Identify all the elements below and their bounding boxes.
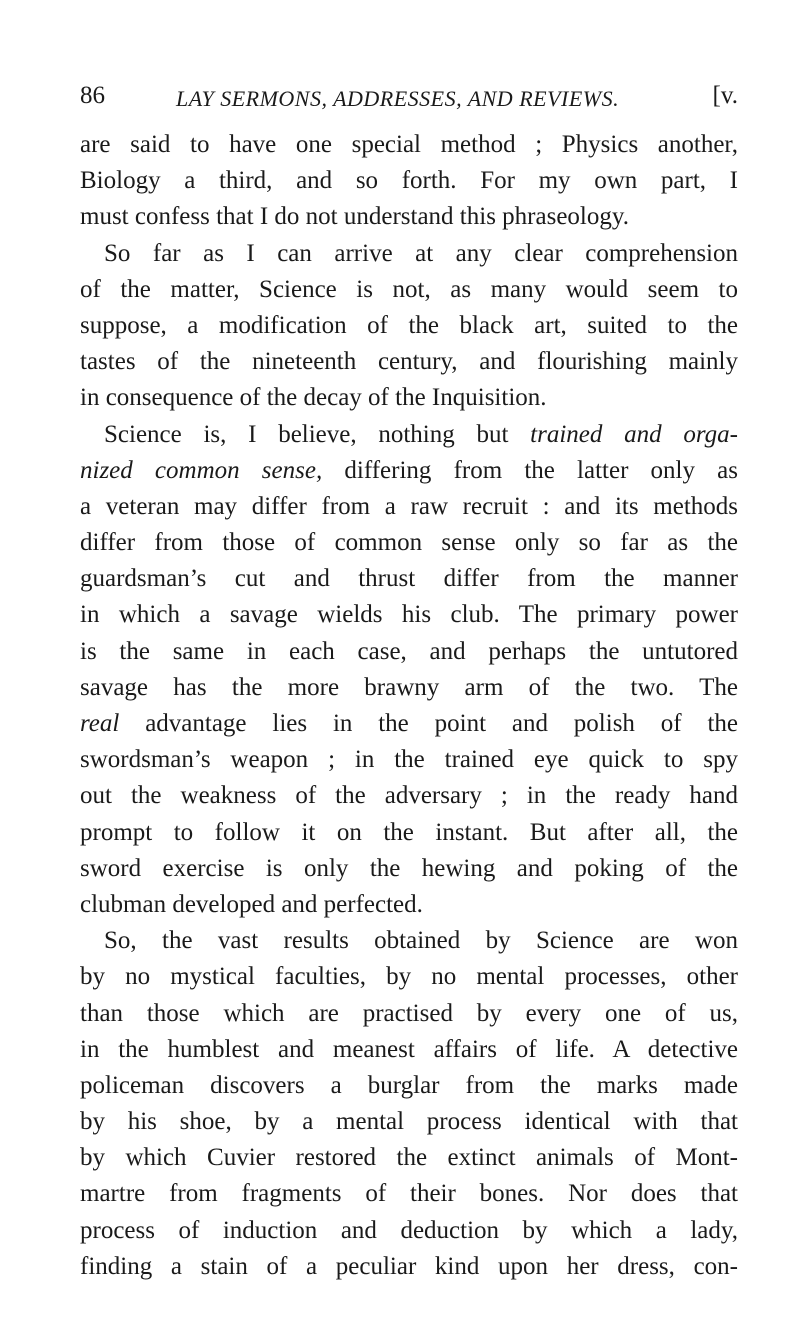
text-line (80, 344, 738, 380)
text-line (80, 1249, 738, 1285)
text-line (80, 1213, 738, 1249)
text-line (80, 308, 738, 344)
chapter-mark: [v. (712, 82, 738, 109)
text-line (80, 959, 738, 995)
text-line (80, 887, 738, 923)
text-segment: in which a savage wields his club. The primary power (80, 601, 738, 629)
text-line (80, 417, 738, 453)
text-segment: differing from the latter only as (322, 456, 738, 484)
text-segment: by his shoe, by a mental process identical with that (80, 1108, 738, 1136)
emphasis-text: real (80, 710, 120, 737)
running-header (80, 82, 738, 116)
text-segment: finding a stain of a peculiar kind upon her dress, con- (80, 1252, 738, 1280)
text-line (80, 163, 738, 199)
text-line (80, 706, 738, 742)
text-segment: than those which are practised by every one of us, (80, 999, 738, 1027)
text-segment: savage has the more brawny arm of the two. The (80, 673, 738, 701)
text-line (80, 1140, 738, 1176)
text-segment: sword exercise is only the hewing and poking of the (80, 854, 738, 882)
emphasis-text: trained and orga- (530, 420, 738, 448)
text-line (80, 199, 738, 235)
text-line (80, 742, 738, 778)
running-title: LAY SERMONS, ADDRESSES, AND REVIEWS. (176, 86, 620, 111)
page-number: 86 (80, 82, 105, 109)
text-line (80, 851, 738, 887)
text-segment: by no mystical faculties, by no mental processes, other (80, 963, 738, 991)
text-segment: prompt to follow it on the instant. But after all, the (80, 818, 738, 846)
text-segment: tastes of the nineteenth century, and flourishing mainly (80, 348, 738, 376)
text-line (80, 1032, 738, 1068)
text-line (80, 453, 738, 489)
text-segment: So far as I can arrive at any clear comprehension (104, 239, 738, 267)
text-line (80, 561, 738, 597)
text-segment: are said to have one special method ; Physics another, (80, 131, 738, 158)
text-segment: in the humblest and meanest affairs of life. A detective (80, 1035, 738, 1063)
text-line (80, 597, 738, 633)
text-segment: a veteran may differ from a raw recruit : and its methods (80, 492, 738, 520)
text-segment: swordsman’s weapon ; in the trained eye quick to spy (80, 746, 738, 774)
text-line (80, 127, 738, 163)
text-segment: of the matter, Science is not, as many would seem to (80, 275, 738, 303)
text-segment: is the same in each case, and perhaps the untutored (80, 637, 738, 665)
text-segment: policeman discovers a burglar from the marks made (80, 1071, 738, 1099)
text-line (80, 236, 738, 272)
text-line (80, 815, 738, 851)
text-line (80, 272, 738, 308)
text-line (80, 489, 738, 525)
text-segment: by which Cuvier restored the extinct animals of Mont- (80, 1144, 738, 1172)
text-segment: Biology a third, and so forth. For my own part, I (80, 167, 738, 195)
text-segment: process of induction and deduction by which a lady, (80, 1216, 738, 1244)
text-segment: must confess that I do not understand this phraseology. (80, 203, 629, 231)
text-segment: out the weakness of the adversary ; in the ready hand (80, 782, 738, 810)
text-segment: suppose, a modification of the black art, suited to the (80, 311, 738, 339)
emphasis-text: nized common sense, (80, 456, 323, 484)
text-segment: martre from fragments of their bones. Nor does that (80, 1180, 738, 1208)
text-line (80, 1176, 738, 1212)
text-segment: clubman developed and perfected. (80, 890, 423, 918)
text-line (80, 634, 738, 670)
text-segment: differ from those of common sense only so far as the (80, 529, 738, 557)
text-line (80, 778, 738, 814)
text-segment: So, the vast results obtained by Science are won (104, 927, 738, 955)
text-line (80, 670, 738, 706)
text-line (80, 996, 738, 1032)
text-line (80, 923, 738, 959)
body-text (80, 127, 738, 1285)
text-line (80, 1068, 738, 1104)
text-segment: Science is, I believe, nothing but (104, 420, 531, 448)
text-segment: guardsman’s cut and thrust differ from the manner (80, 565, 738, 593)
text-line (80, 1104, 738, 1140)
text-segment: in consequence of the decay of the Inquisition. (80, 384, 547, 412)
text-segment: advantage lies in the point and polish of the (119, 710, 738, 737)
text-line (80, 380, 738, 416)
text-line (80, 525, 738, 561)
